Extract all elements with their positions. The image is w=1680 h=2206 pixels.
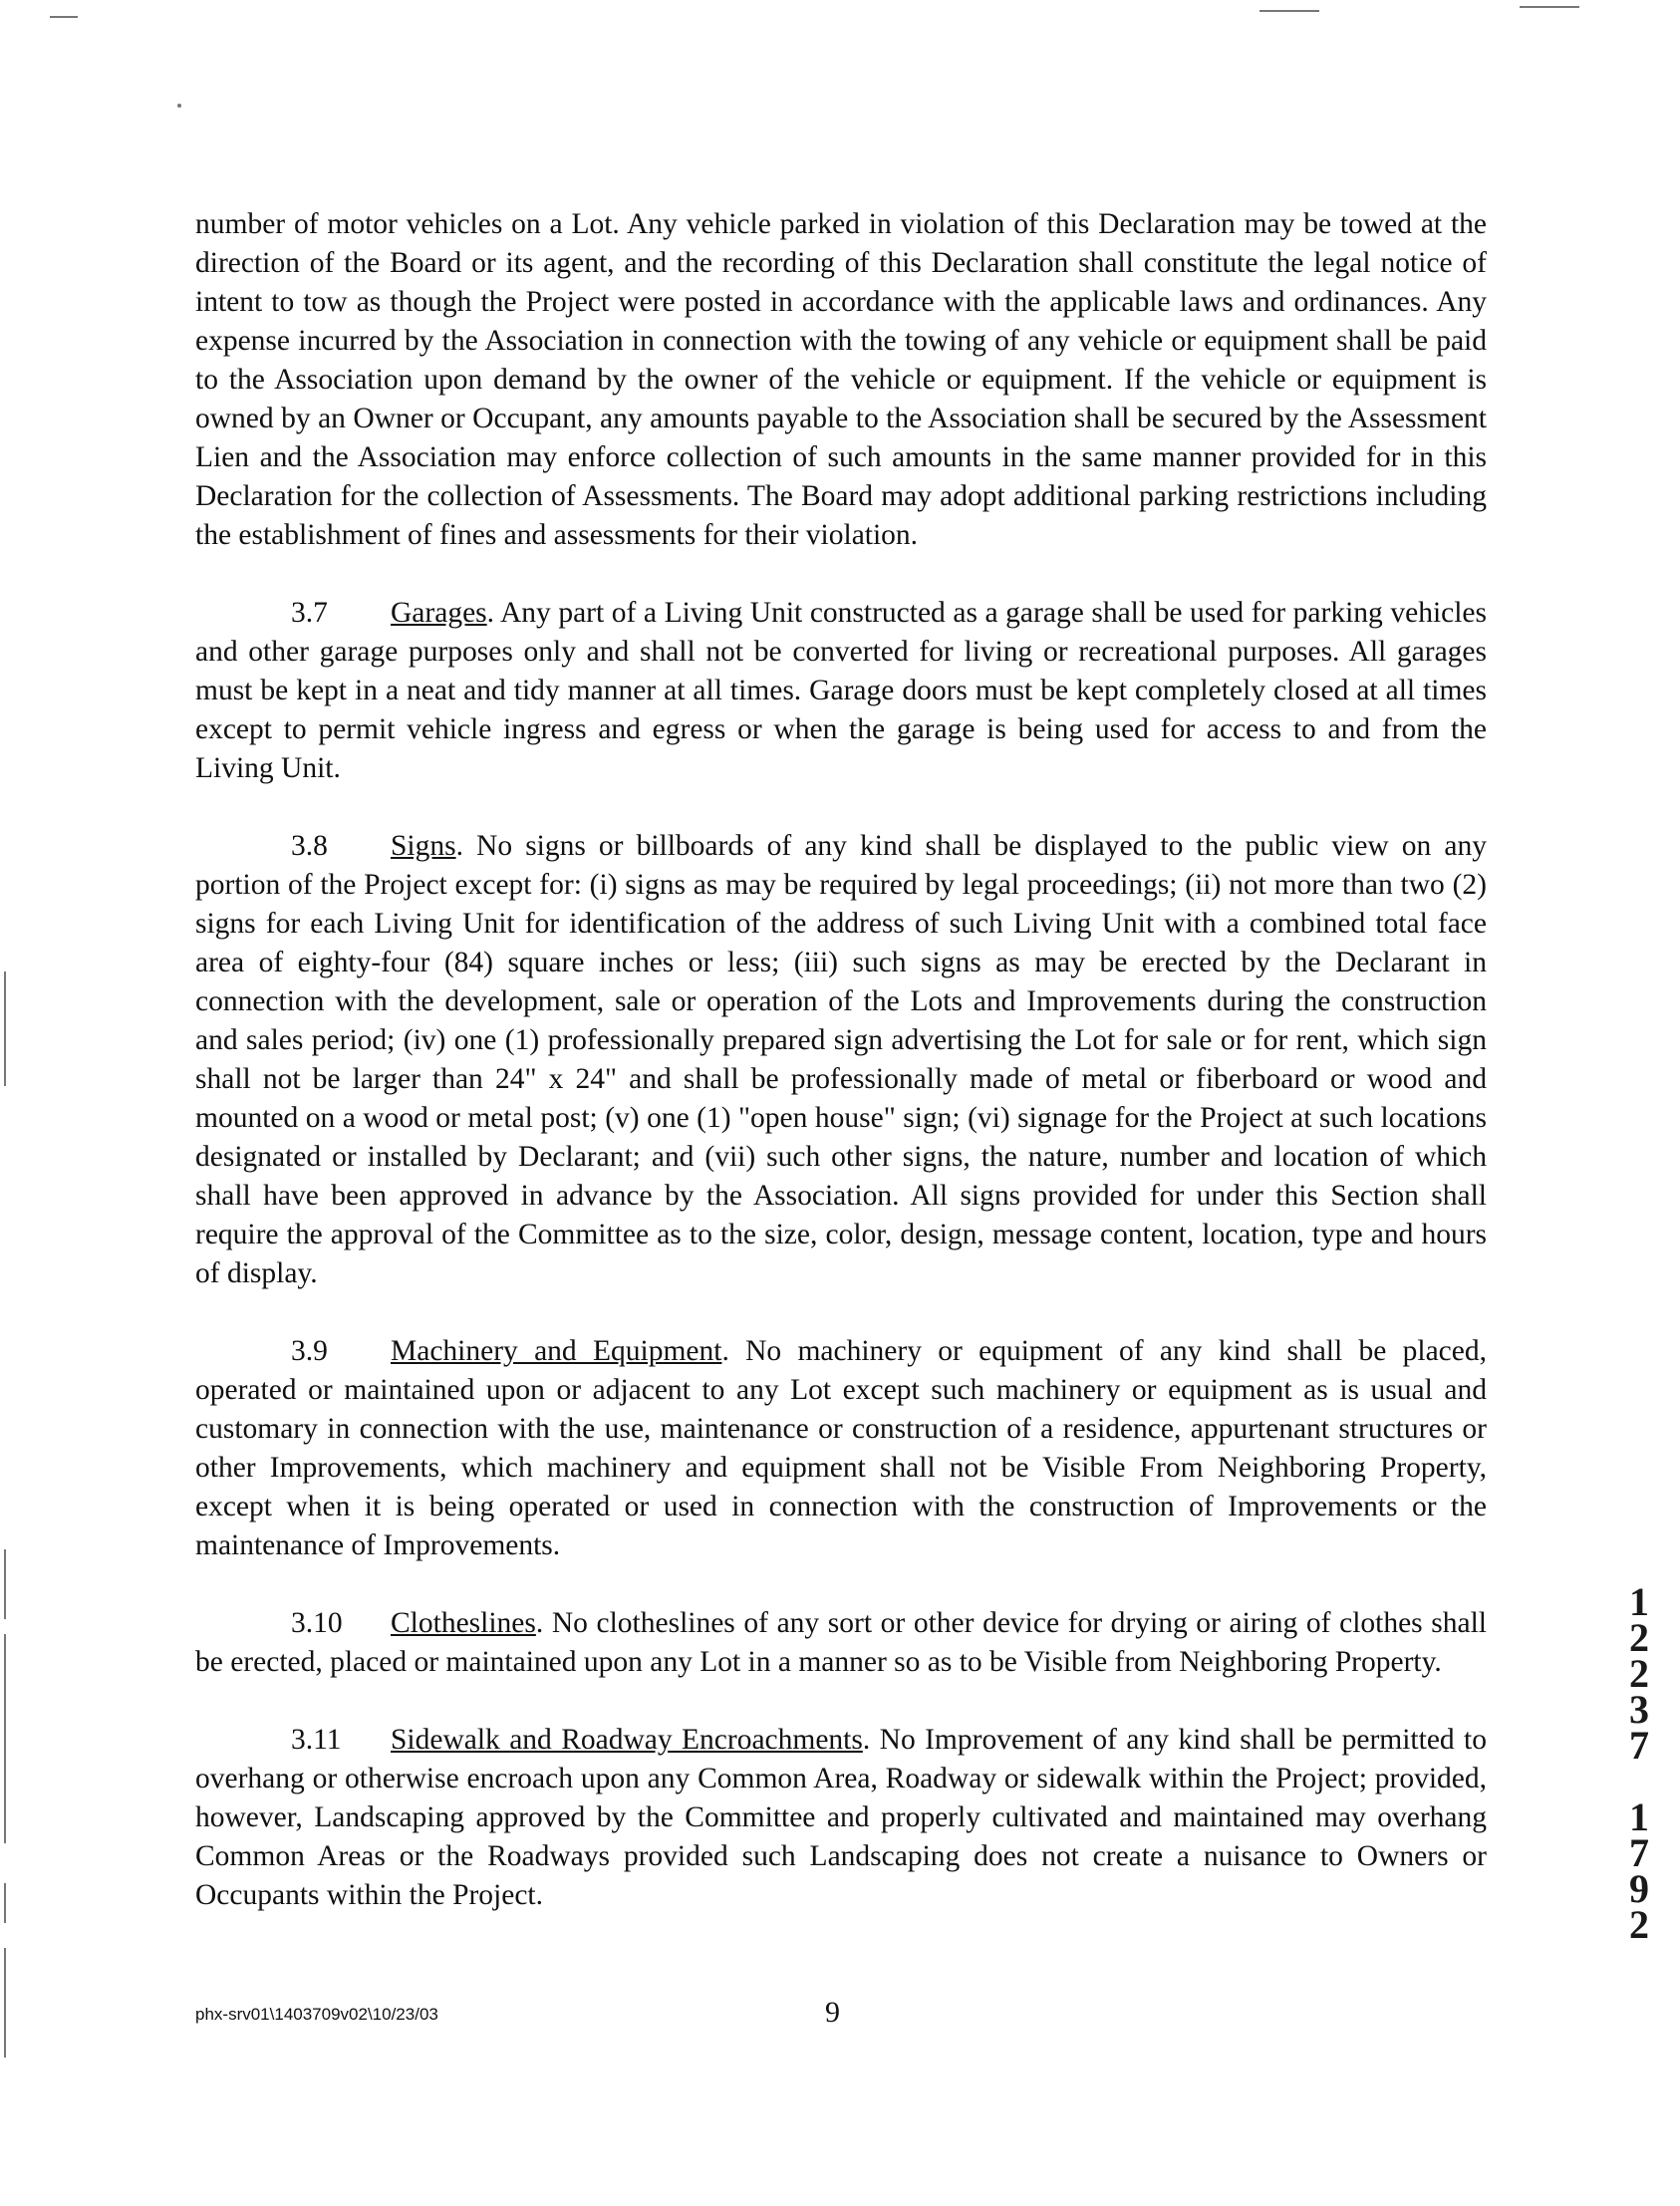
- stamp-digit: 7: [1629, 1723, 1649, 1768]
- section-text: . No signs or billboards of any kind shall be displayed to the public view on any portion of the Project except for: (i) signs as may be required by legal proceedings; (ii) not more than two (2) signs for each Living Unit for identification of the address of such Living Unit with a combined total face area of eighty-four (84) square inches or less; (iii) such signs as may be erected by the Declarant in connection with the development, sale or operation of the Lots and Improvements during the construction and sales period; (iv) one (1) professionally prepared sign advertising the Lot for sale or for rent, which sign shall not be larger than 24" x 24" and shall be professionally made of metal or fiberboard or wood and mounted on a wood or metal post; (v) one (1) "open house" sign; (vi) signage for the Project at such locations designated or installed by Declarant; and (vii) such other signs, the nature, number and location of which shall have been approved in advance by the Association. All signs provided for under this Section shall require the approval of the Committee as to the size, color, design, message content, location, type and hours of display.: [195, 830, 1487, 1289]
- scan-mark-left-2: [4, 1549, 6, 1619]
- stamp-digit: 1: [1629, 1579, 1649, 1624]
- stamp-digit: 9: [1629, 1866, 1649, 1911]
- scan-mark-left-3: [4, 1634, 6, 1843]
- section-number: 3.8: [291, 830, 328, 862]
- scan-mark-top-right-2: [1520, 6, 1579, 8]
- stamp-digit: 1: [1629, 1794, 1649, 1839]
- stamp-digit: 7: [1629, 1830, 1649, 1875]
- section-number: 3.7: [291, 597, 328, 629]
- section-text: . No Improvement of any kind shall be permitted to overhang or otherwise encroach upon any Common Area, Roadway or sidewalk within the Project; provided, however, Landscaping approved by the Committee and properly cultivated and maintained may overhang Common Areas or the Roadways provided such Landscaping does not create a nuisance to Owners or Occupants within the Project.: [195, 1724, 1488, 1911]
- scan-mark-top-right-1: [1260, 10, 1319, 12]
- scan-mark-left-4: [4, 1883, 6, 1923]
- section-3-7-garages: [195, 594, 1487, 788]
- section-heading: Machinery and Equipment: [391, 1335, 722, 1367]
- recording-number-stamp: [1622, 1579, 1656, 1947]
- scan-mark-left-5: [4, 1948, 6, 2058]
- scan-mark-top-left: [50, 16, 78, 18]
- stamp-digit: 2: [1629, 1902, 1649, 1947]
- paragraph-text: number of motor vehicles on a Lot. Any vehicle parked in violation of this Declaration may be towed at the direction of the Board or its agent, and the recording of this Declaration shall constitute the legal notice of intent to tow as though the Project were posted in accordance with the applicable laws and ordinances. Any expense incurred by the Association in connection with the towing of any vehicle or equipment shall be paid to the Association upon demand by the owner of the vehicle or equipment. If the vehicle or equipment is owned by an Owner or Occupant, any amounts payable to the Association shall be secured by the Assessment Lien and the Association may enforce collection of such amounts in the same manner provided for in this Declaration for the collection of Assessments. The Board may adopt additional parking restrictions including the establishment of fines and assessments for their violation.: [195, 208, 1487, 551]
- scan-mark-left-1: [4, 971, 6, 1086]
- section-heading: Sidewalk and Roadway Encroachments: [391, 1724, 863, 1756]
- section-text: . No machinery or equipment of any kind shall be placed, operated or maintained upon or adjacent to any Lot except such machinery or equipment as is usual and customary in connection with the use, maintenance or construction of a residence, appurtenant structures or other Improvements, which machinery and equipment shall not be Visible From Neighboring Property, except when it is being operated or used in connection with the construction of Improvements or the maintenance of Improvements.: [195, 1335, 1487, 1561]
- section-heading: Garages: [391, 597, 487, 629]
- section-3-11-encroachments: [195, 1721, 1487, 1915]
- document-body: [195, 205, 1487, 1954]
- stamp-digit: 2: [1629, 1651, 1649, 1696]
- section-text: . Any part of a Living Unit constructed as a garage shall be used for parking vehicles and other garage purposes only and shall not be converted for living or recreational purposes. All garages must be kept in a neat and tidy manner at all times. Garage doors must be kept completely closed at all times except to permit vehicle ingress and egress or when the garage is being used for access to and from the Living Unit.: [195, 597, 1487, 784]
- section-number: 3.10: [291, 1607, 343, 1639]
- stamp-digit: 3: [1629, 1687, 1649, 1732]
- section-3-9-machinery: [195, 1332, 1487, 1565]
- section-number: 3.9: [291, 1335, 328, 1367]
- section-text: . No clotheslines of any sort or other device for drying or airing of clothes shall be erected, placed or maintained upon any Lot in a manner so as to be Visible from Neighboring Property.: [195, 1607, 1487, 1678]
- section-heading: Signs: [391, 830, 456, 862]
- paragraph-parking-continued: [195, 205, 1487, 555]
- page-number: 9: [825, 1996, 840, 2029]
- stamp-digit: 2: [1629, 1615, 1649, 1660]
- footer-document-id: phx-srv01\1403709v02\10/23/03: [195, 2005, 438, 2024]
- scan-mark-dot: [177, 104, 181, 108]
- section-number: 3.11: [291, 1724, 342, 1756]
- section-heading: Clotheslines: [391, 1607, 536, 1639]
- section-3-8-signs: [195, 827, 1487, 1293]
- section-3-10-clotheslines: [195, 1604, 1487, 1682]
